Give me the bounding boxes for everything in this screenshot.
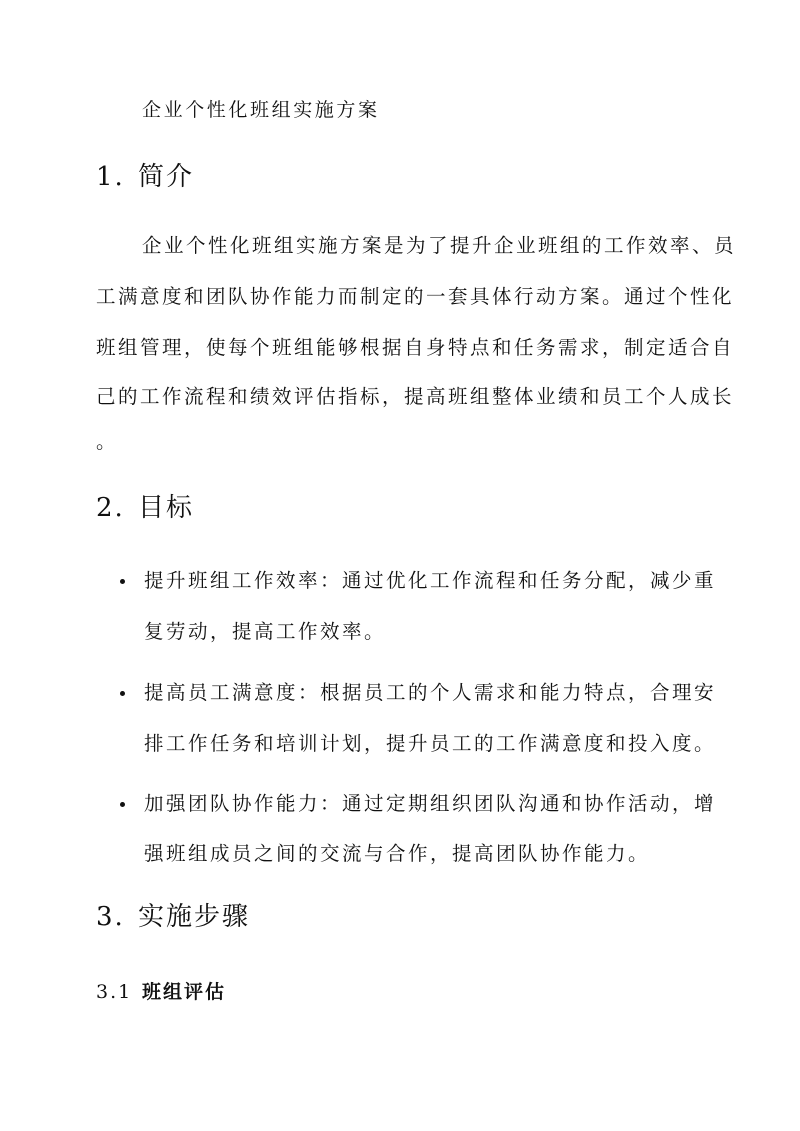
subsection-number: 3.1 [96, 981, 133, 1003]
list-item-line: 强班组成员之间的交流与合作，提高团队协作能力。 [144, 842, 651, 865]
paragraph-line: 班组管理，使每个班组能够根据自身特点和任务需求，制定适合自 [96, 336, 735, 359]
subsection-heading-team-assessment [96, 978, 226, 1006]
bullet-icon [120, 579, 125, 584]
list-item-line: 排工作任务和培训计划，提升员工的工作满意度和投入度。 [144, 732, 717, 755]
section-title: 实施步骤 [138, 902, 251, 932]
section-heading-introduction [96, 160, 194, 194]
section-title: 目标 [138, 493, 195, 523]
bullet-icon [120, 691, 125, 696]
section-heading-goals [96, 491, 194, 525]
list-item-line: 提高员工满意度：根据员工的个人需求和能力特点，合理安 [144, 681, 717, 704]
bullet-icon [120, 802, 125, 807]
section-title: 简介 [138, 162, 195, 192]
subsection-title: 班组评估 [142, 981, 227, 1003]
section-number: 3. [96, 902, 125, 932]
document-title: 企业个性化班组实施方案 [142, 99, 380, 121]
section-number: 2. [96, 493, 125, 523]
section-heading-implementation-steps [96, 900, 250, 934]
paragraph-line: 己的工作流程和绩效评估指标，提高班组整体业绩和员工个人成长 [96, 385, 735, 408]
paragraph-line: 企业个性化班组实施方案是为了提升企业班组的工作效率、员 [142, 234, 737, 257]
list-item-line: 加强团队协作能力：通过定期组织团队沟通和协作活动，增 [144, 792, 717, 815]
paragraph-line: 工满意度和团队协作能力而制定的一套具体行动方案。通过个性化 [96, 285, 735, 308]
list-item-line: 提升班组工作效率：通过优化工作流程和任务分配，减少重 [144, 569, 717, 592]
list-item-line: 复劳动，提高工作效率。 [144, 620, 387, 643]
section-number: 1. [96, 162, 125, 192]
paragraph-line: 。 [96, 430, 119, 453]
